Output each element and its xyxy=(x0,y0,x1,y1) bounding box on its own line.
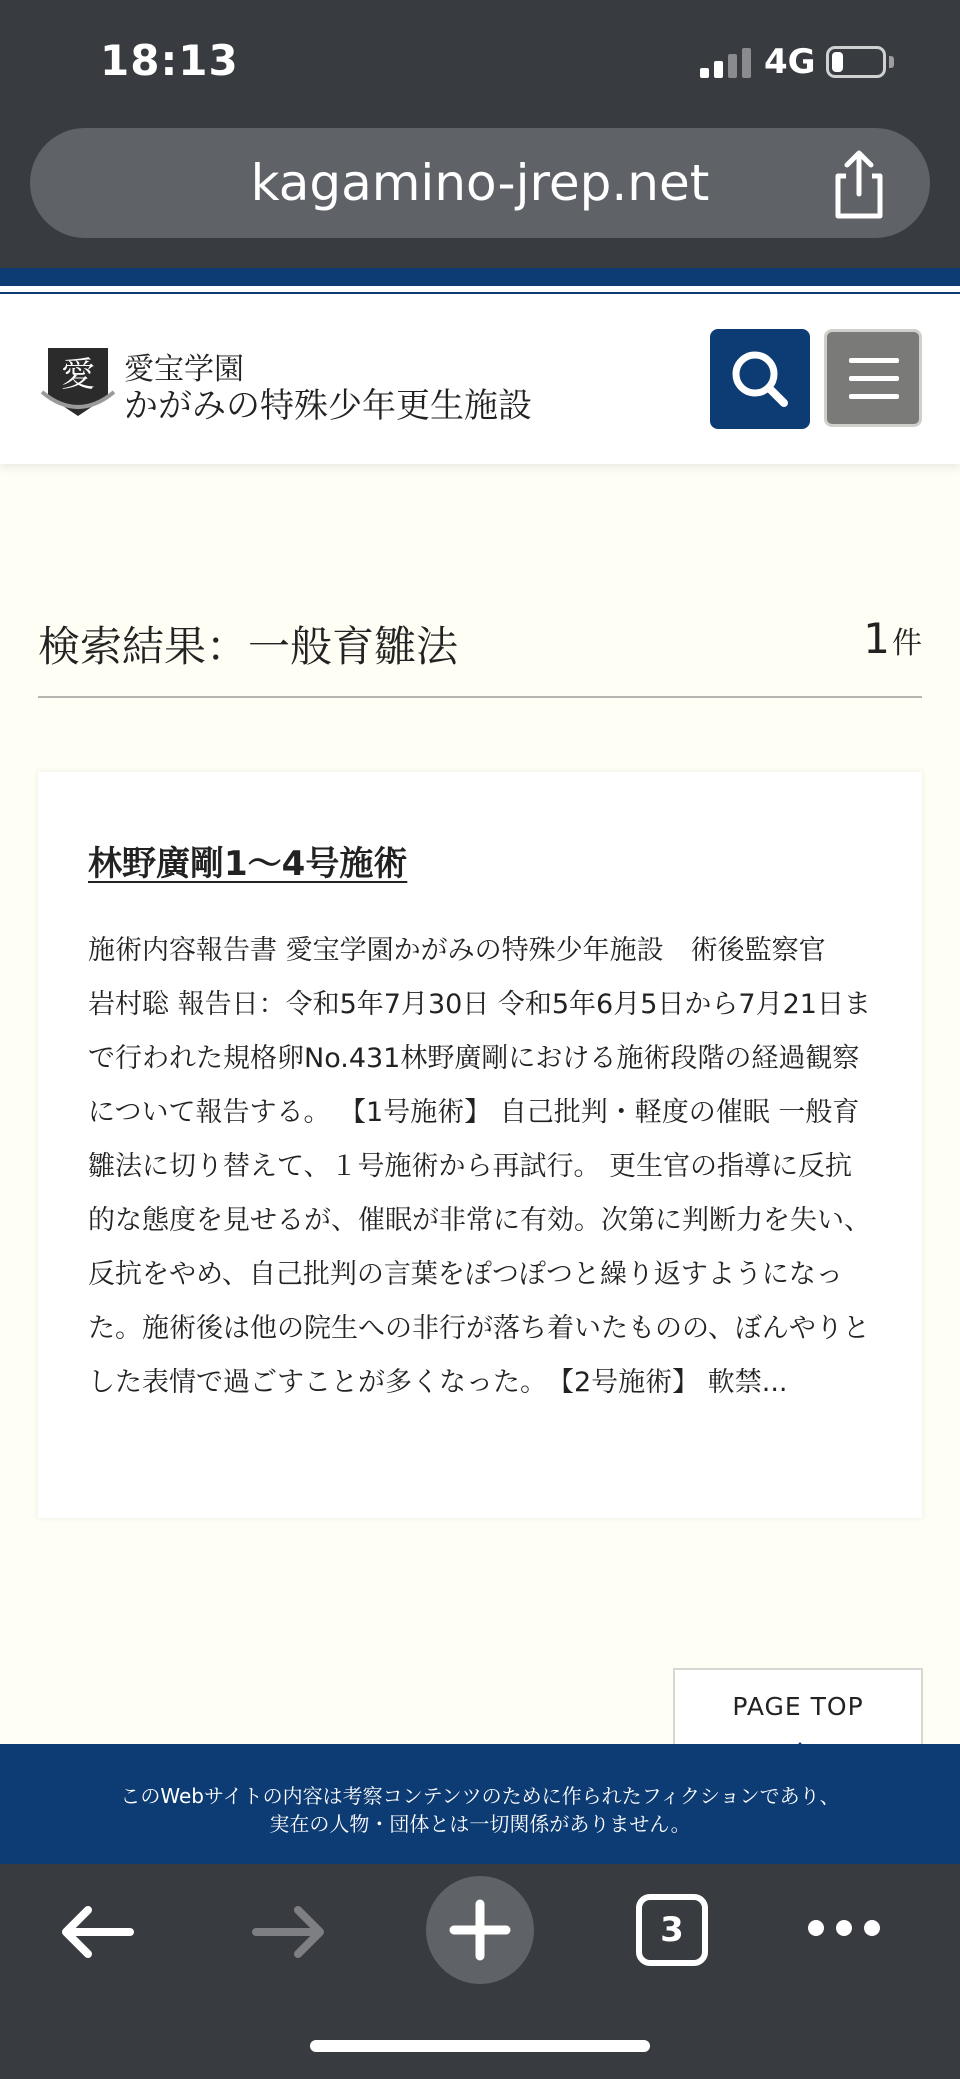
search-button[interactable] xyxy=(710,329,810,429)
result-excerpt: 施術内容報告書 愛宝学園かがみの特殊少年施設 術後監察官 岩村聡 報告日：令和5年7月30日 令和5年6月5日から7月21日まで行われた規格卵No.431林野廣剛における施術段階の経過観察について報告する。 【1号施術】 自己批判・軽度の催眠 一般育雛法に切り替えて、１号施術から再試行。 更生官の指導に反抗的な態度を見せるが、催眠が非常に有効。次第に判断力を失い、反抗をやめ、自己批判の言葉をぽつぽつと繰り返すようになった。施術後は他の院生への非行が落ち着いたものの、ぼんやりとした表情で過ごすことが多くなった。 【2号施術】 軟禁... xyxy=(88,935,871,1398)
site-header xyxy=(0,294,960,464)
results-count xyxy=(863,614,922,663)
logo-emblem-char: 愛 xyxy=(61,355,95,395)
page-top-button[interactable] xyxy=(673,1668,923,1748)
more-dots-icon[interactable] xyxy=(806,1916,882,1940)
battery-fill xyxy=(832,52,843,72)
logo-title[interactable]: かがみの特殊少年更生施設 xyxy=(124,386,532,426)
logo-emblem-icon[interactable] xyxy=(40,344,116,420)
new-tab-button[interactable] xyxy=(426,1876,534,1984)
hamburger-icon xyxy=(849,358,899,363)
footer-disclaimer xyxy=(0,1782,960,1838)
tabs-button[interactable] xyxy=(636,1894,708,1966)
results-divider xyxy=(38,696,922,698)
signal-icon xyxy=(700,48,752,78)
footer-disclaimer-line1: このWebサイトの内容は考察コンテンツのために作られたフィクションであり、 xyxy=(120,1784,840,1808)
header-accent-stripe xyxy=(0,268,960,286)
logo-subtitle[interactable]: 愛宝学園 xyxy=(124,352,244,387)
arrow-right-icon[interactable] xyxy=(252,1902,328,1962)
results-heading: 検索結果：一般育雛法 xyxy=(38,622,459,671)
address-bar[interactable] xyxy=(30,128,930,238)
status-bar xyxy=(0,0,960,128)
battery-tip xyxy=(889,56,894,68)
tab-count: 3 xyxy=(660,1910,684,1950)
arrow-left-icon[interactable] xyxy=(58,1902,134,1962)
result-card xyxy=(38,772,922,1518)
search-icon xyxy=(710,329,810,429)
plus-icon xyxy=(426,1876,534,1984)
hamburger-icon-bar xyxy=(849,376,899,381)
url-text[interactable]: kagamino-jrep.net xyxy=(250,154,710,212)
hamburger-icon-bar xyxy=(849,394,899,399)
results-count-number: 1 xyxy=(863,614,890,663)
menu-button[interactable] xyxy=(824,329,922,427)
status-time: 18:13 xyxy=(100,36,239,85)
network-label: 4G xyxy=(764,42,816,82)
home-indicator xyxy=(310,2040,650,2052)
battery-icon xyxy=(826,46,886,78)
result-title-link[interactable]: 林野廣剛1～4号施術 xyxy=(88,844,408,884)
footer-disclaimer-line2: 実在の人物・団体とは一切関係がありません。 xyxy=(269,1812,691,1836)
share-icon[interactable] xyxy=(828,150,890,220)
site-footer xyxy=(0,1744,960,1864)
page-top-label: PAGE TOP xyxy=(732,1692,864,1721)
results-count-unit: 件 xyxy=(892,626,922,661)
